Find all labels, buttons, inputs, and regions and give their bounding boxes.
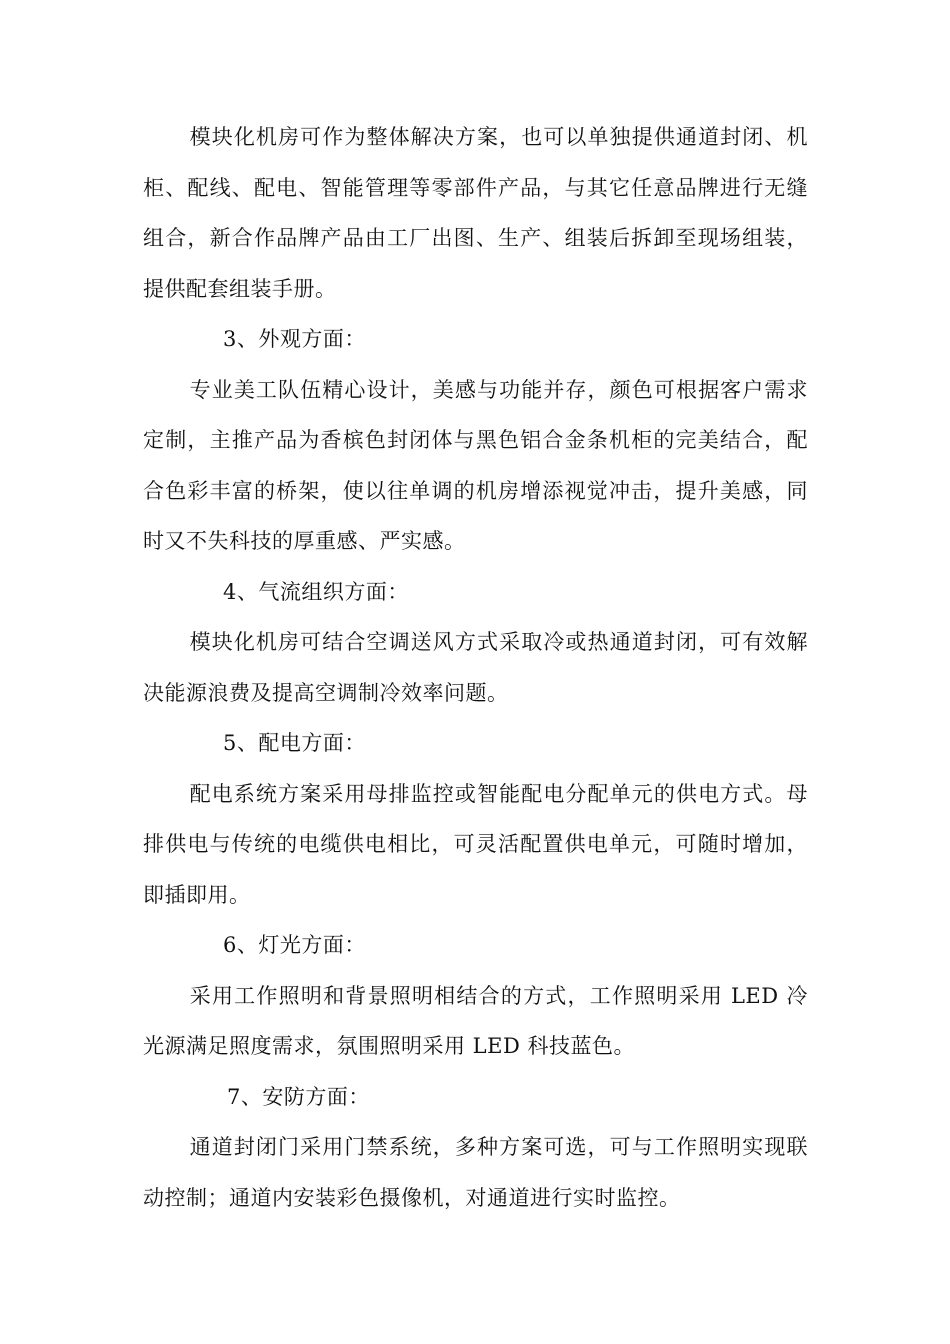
lighting-paragraph-text: 采用工作照明和背景照明相结合的方式，工作照明采用 LED 冷光源满足照度需求，氛围照明采用 LED 科技蓝色。 <box>143 983 808 1058</box>
airflow-paragraph <box>143 617 808 718</box>
airflow-paragraph-text: 模块化机房可结合空调送风方式采取冷或热通道封闭，可有效解决能源浪费及提高空调制冷效率问题。 <box>143 630 808 705</box>
section-heading-power: 5、配电方面： <box>223 731 366 755</box>
section-heading-security: 7、安防方面： <box>227 1084 370 1109</box>
section-heading-airflow: 4、气流组织方面： <box>223 579 409 604</box>
intro-paragraph <box>143 112 808 314</box>
appearance-paragraph <box>143 365 808 567</box>
section-heading-appearance: 3、外观方面： <box>223 327 366 351</box>
section-heading-lighting: 6、灯光方面： <box>223 933 366 957</box>
appearance-paragraph-text: 专业美工队伍精心设计，美感与功能并存，颜色可根据客户需求定制，主推产品为香槟色封闭体与黑色铝合金条机柜的完美结合，配合色彩丰富的桥架，使以往单调的机房增添视觉冲击，提升美感，同时又不失科技的厚重感、严实感。 <box>143 377 808 553</box>
intro-paragraph-text: 模块化机房可作为整体解决方案，也可以单独提供通道封闭、机柜、配线、配电、智能管理等零部件产品，与其它任意品牌进行无缝组合，新合作品牌产品由工厂出图、生产、组装后拆卸至现场组装，提供配套组装手册。 <box>143 125 808 301</box>
document-body <box>143 112 808 1223</box>
lighting-paragraph <box>143 971 808 1072</box>
power-paragraph-text: 配电系统方案采用母排监控或智能配电分配单元的供电方式。母排供电与传统的电缆供电相比，可灵活配置供电单元，可随时增加，即插即用。 <box>143 781 808 907</box>
security-paragraph <box>143 1122 808 1223</box>
security-paragraph-text: 通道封闭门采用门禁系统，多种方案可选，可与工作照明实现联动控制；通道内安装彩色摄像机，对通道进行实时监控。 <box>143 1135 808 1210</box>
power-paragraph <box>143 769 808 921</box>
